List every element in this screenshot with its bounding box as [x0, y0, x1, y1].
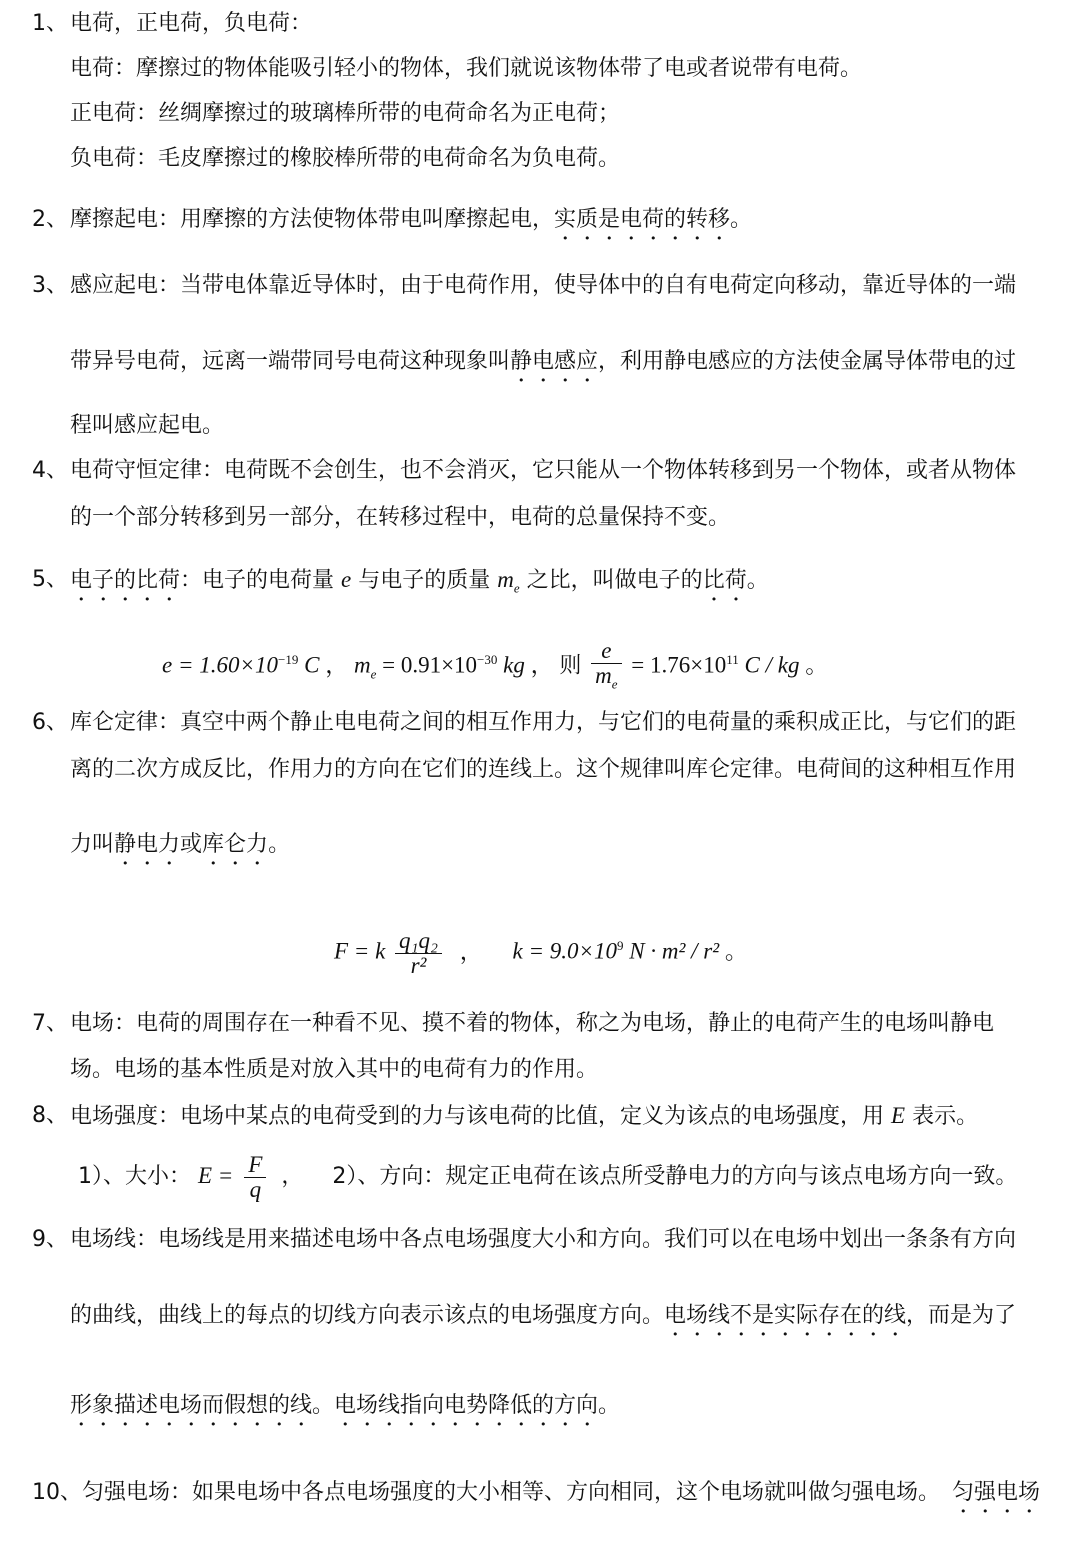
paragraph-line	[70, 1300, 1016, 1341]
line-text: 力叫	[70, 832, 115, 857]
emphasized-text: 实质是电荷的转移	[554, 207, 731, 232]
formula-part: F = k	[334, 938, 386, 964]
paragraph-line: 电场线：电场线是用来描述电场中各点电场强度大小和方向。我们可以在电场中划出一条条有方向	[70, 1227, 1017, 1252]
paragraph-line: 正电荷：丝绸摩擦过的玻璃棒所带的电荷命名为正电荷；	[70, 101, 621, 126]
paragraph-line: 库仑定律：真空中两个静止电电荷之间的相互作用力，与它们的电荷量的乘积成正比，与它们的距	[70, 710, 1017, 735]
item-number: 3、	[32, 273, 68, 298]
emphasized-text: 库仑力	[202, 832, 269, 857]
item-number: 6、	[32, 710, 68, 735]
emphasized-text: 静电力	[114, 832, 181, 857]
line-text: 或	[180, 832, 203, 857]
line-text: 。	[746, 568, 769, 593]
line-text: ：电子的电荷量	[180, 568, 335, 593]
formula-unit: kg	[503, 652, 525, 678]
paragraph-line	[70, 564, 769, 606]
line-text: 2）、方向：规定正电荷在该点所受静电力的方向与该点电场方向一致。	[332, 1164, 1018, 1189]
formula-part: = 0.91×10	[376, 652, 478, 678]
item-number: 8、	[32, 1103, 68, 1128]
formula-part: k = 9.0×10	[512, 938, 618, 964]
paragraph-line: 感应起电：当带电体靠近导体时，由于电荷作用，使导体中的自有电荷定向移动，靠近导体的一端	[70, 273, 1017, 298]
formula-sep: ，	[459, 938, 483, 965]
line-text: 表示。	[912, 1104, 979, 1129]
item-number: 5、	[32, 567, 68, 592]
emphasized-text: 静电感应	[510, 349, 599, 374]
symbol-m-base: m	[497, 567, 514, 592]
formula-sep: ，	[281, 1164, 304, 1189]
line-text: 的曲线，曲线上的每点的切线方向表示该点的电场强度方向。	[70, 1303, 665, 1328]
fraction-den-base: m	[595, 662, 612, 688]
line-text: 与电子的质量	[358, 568, 491, 593]
paragraph-line: 电荷守恒定律：电荷既不会创生，也不会消灭，它只能从一个物体转移到另一个物体，或者从物体	[70, 458, 1017, 483]
formula-end: 。	[805, 652, 829, 679]
formula-part: m	[353, 652, 371, 678]
fraction-numerator: q₁q₂	[395, 929, 442, 954]
line-text: 1）、大小：	[78, 1164, 191, 1189]
item-number: 2、	[32, 207, 68, 232]
formula-sub: e	[370, 666, 377, 682]
paragraph-line	[70, 346, 1016, 387]
item-number: 10、	[32, 1480, 82, 1505]
formula-unit: N · m² / r²	[629, 938, 720, 964]
item-title: 电荷，正电荷，负电荷：	[70, 11, 313, 36]
line-text: 。	[268, 832, 291, 857]
fraction-denominator: q	[249, 1176, 262, 1202]
fraction-numerator: F	[244, 1153, 266, 1178]
item-number: 1、	[32, 11, 68, 36]
paragraph-line	[70, 829, 290, 870]
item-number: 4、	[32, 458, 68, 483]
item-number: 7、	[32, 1011, 68, 1036]
paragraph-line: 电荷：摩擦过的物体能吸引轻小的物体，我们就说该物体带了电或者说带有电荷。	[70, 56, 863, 81]
formula-part: e = 1.60×10	[162, 652, 278, 678]
line-text: 。	[730, 207, 753, 232]
formula-sep: ，	[530, 652, 554, 679]
formula-end: 。	[724, 938, 748, 965]
paragraph-line: 程叫感应起电。	[70, 413, 225, 438]
formula-coulomb	[334, 918, 748, 980]
paragraph-line: 电场：电荷的周围存在一种看不见、摸不着的物体，称之为电场，静止的电荷产生的电场叫静电	[70, 1011, 995, 1036]
fraction	[591, 639, 621, 697]
line-text: ，而是为了	[906, 1303, 1017, 1328]
line-text: 匀强电场：如果电场中各点电场强度的大小相等、方向相同，这个电场就叫做匀强电场。	[82, 1480, 941, 1505]
paragraph-line	[78, 1148, 1017, 1205]
fraction-numerator: e	[591, 639, 621, 664]
formula-exp: 9	[617, 938, 624, 953]
paragraph-line	[70, 204, 752, 245]
formula-electron	[162, 632, 828, 702]
paragraph-line: 离的二次方成反比，作用力的方向在它们的连线上。这个规律叫库仑定律。电荷间的这种相互作用	[70, 757, 1017, 782]
line-text: 。	[598, 1393, 621, 1418]
formula-exp: 11	[726, 652, 739, 667]
formula-part: = 1.76×10	[631, 652, 727, 678]
line-text: 摩擦起电：用摩擦的方法使物体带电叫摩擦起电，	[70, 207, 555, 232]
emphasized-text: 电场线不是实际存在的线	[664, 1303, 907, 1328]
item-number: 9、	[32, 1227, 68, 1252]
formula-exp: −30	[477, 652, 498, 667]
paragraph-line: 场。电场的基本性质是对放入其中的电荷有力的作用。	[70, 1057, 599, 1082]
formula-then: 则	[559, 653, 582, 679]
symbol-m-sub: e	[513, 580, 520, 596]
symbol-E: E	[891, 1103, 906, 1128]
emphasized-text: 比荷	[702, 568, 747, 593]
formula-exp: −19	[278, 652, 299, 667]
emphasized-text: 匀强电场	[952, 1480, 1041, 1505]
fraction-denominator: r²	[410, 952, 427, 978]
paragraph-line	[70, 1100, 978, 1133]
line-text: 之比，叫做电子的	[526, 568, 703, 593]
fraction-den-sub: e	[611, 676, 618, 692]
formula-sep: ，	[325, 652, 349, 679]
fraction	[244, 1153, 266, 1202]
paragraph-line	[70, 1390, 620, 1431]
fraction	[395, 929, 442, 978]
formula-unit: C	[304, 652, 320, 678]
fraction-denominator	[591, 664, 621, 697]
line-text: 带异号电荷，远离一端带同号电荷这种现象叫	[70, 349, 511, 374]
formula-unit: C / kg	[744, 652, 800, 678]
emphasized-text: 电子的比荷	[70, 568, 181, 593]
paragraph-line: 的一个部分转移到另一部分，在转移过程中，电荷的总量保持不变。	[70, 505, 731, 530]
formula-part: E =	[198, 1163, 234, 1188]
paragraph-line: 负电荷：毛皮摩擦过的橡胶棒所带的电荷命名为负电荷。	[70, 146, 621, 171]
symbol-e: e	[341, 567, 352, 592]
line-text: 电场强度：电场中某点的电荷受到的力与该电荷的比值，定义为该点的电场强度，用	[70, 1104, 885, 1129]
symbol-m	[497, 567, 520, 596]
line-text: ，利用静电感应的方法使金属导体带电的过	[598, 349, 1017, 374]
paragraph-line	[82, 1477, 1040, 1518]
emphasized-text: 形象描述电场而假想的线。电场线指向电势降低的方向	[70, 1393, 599, 1418]
